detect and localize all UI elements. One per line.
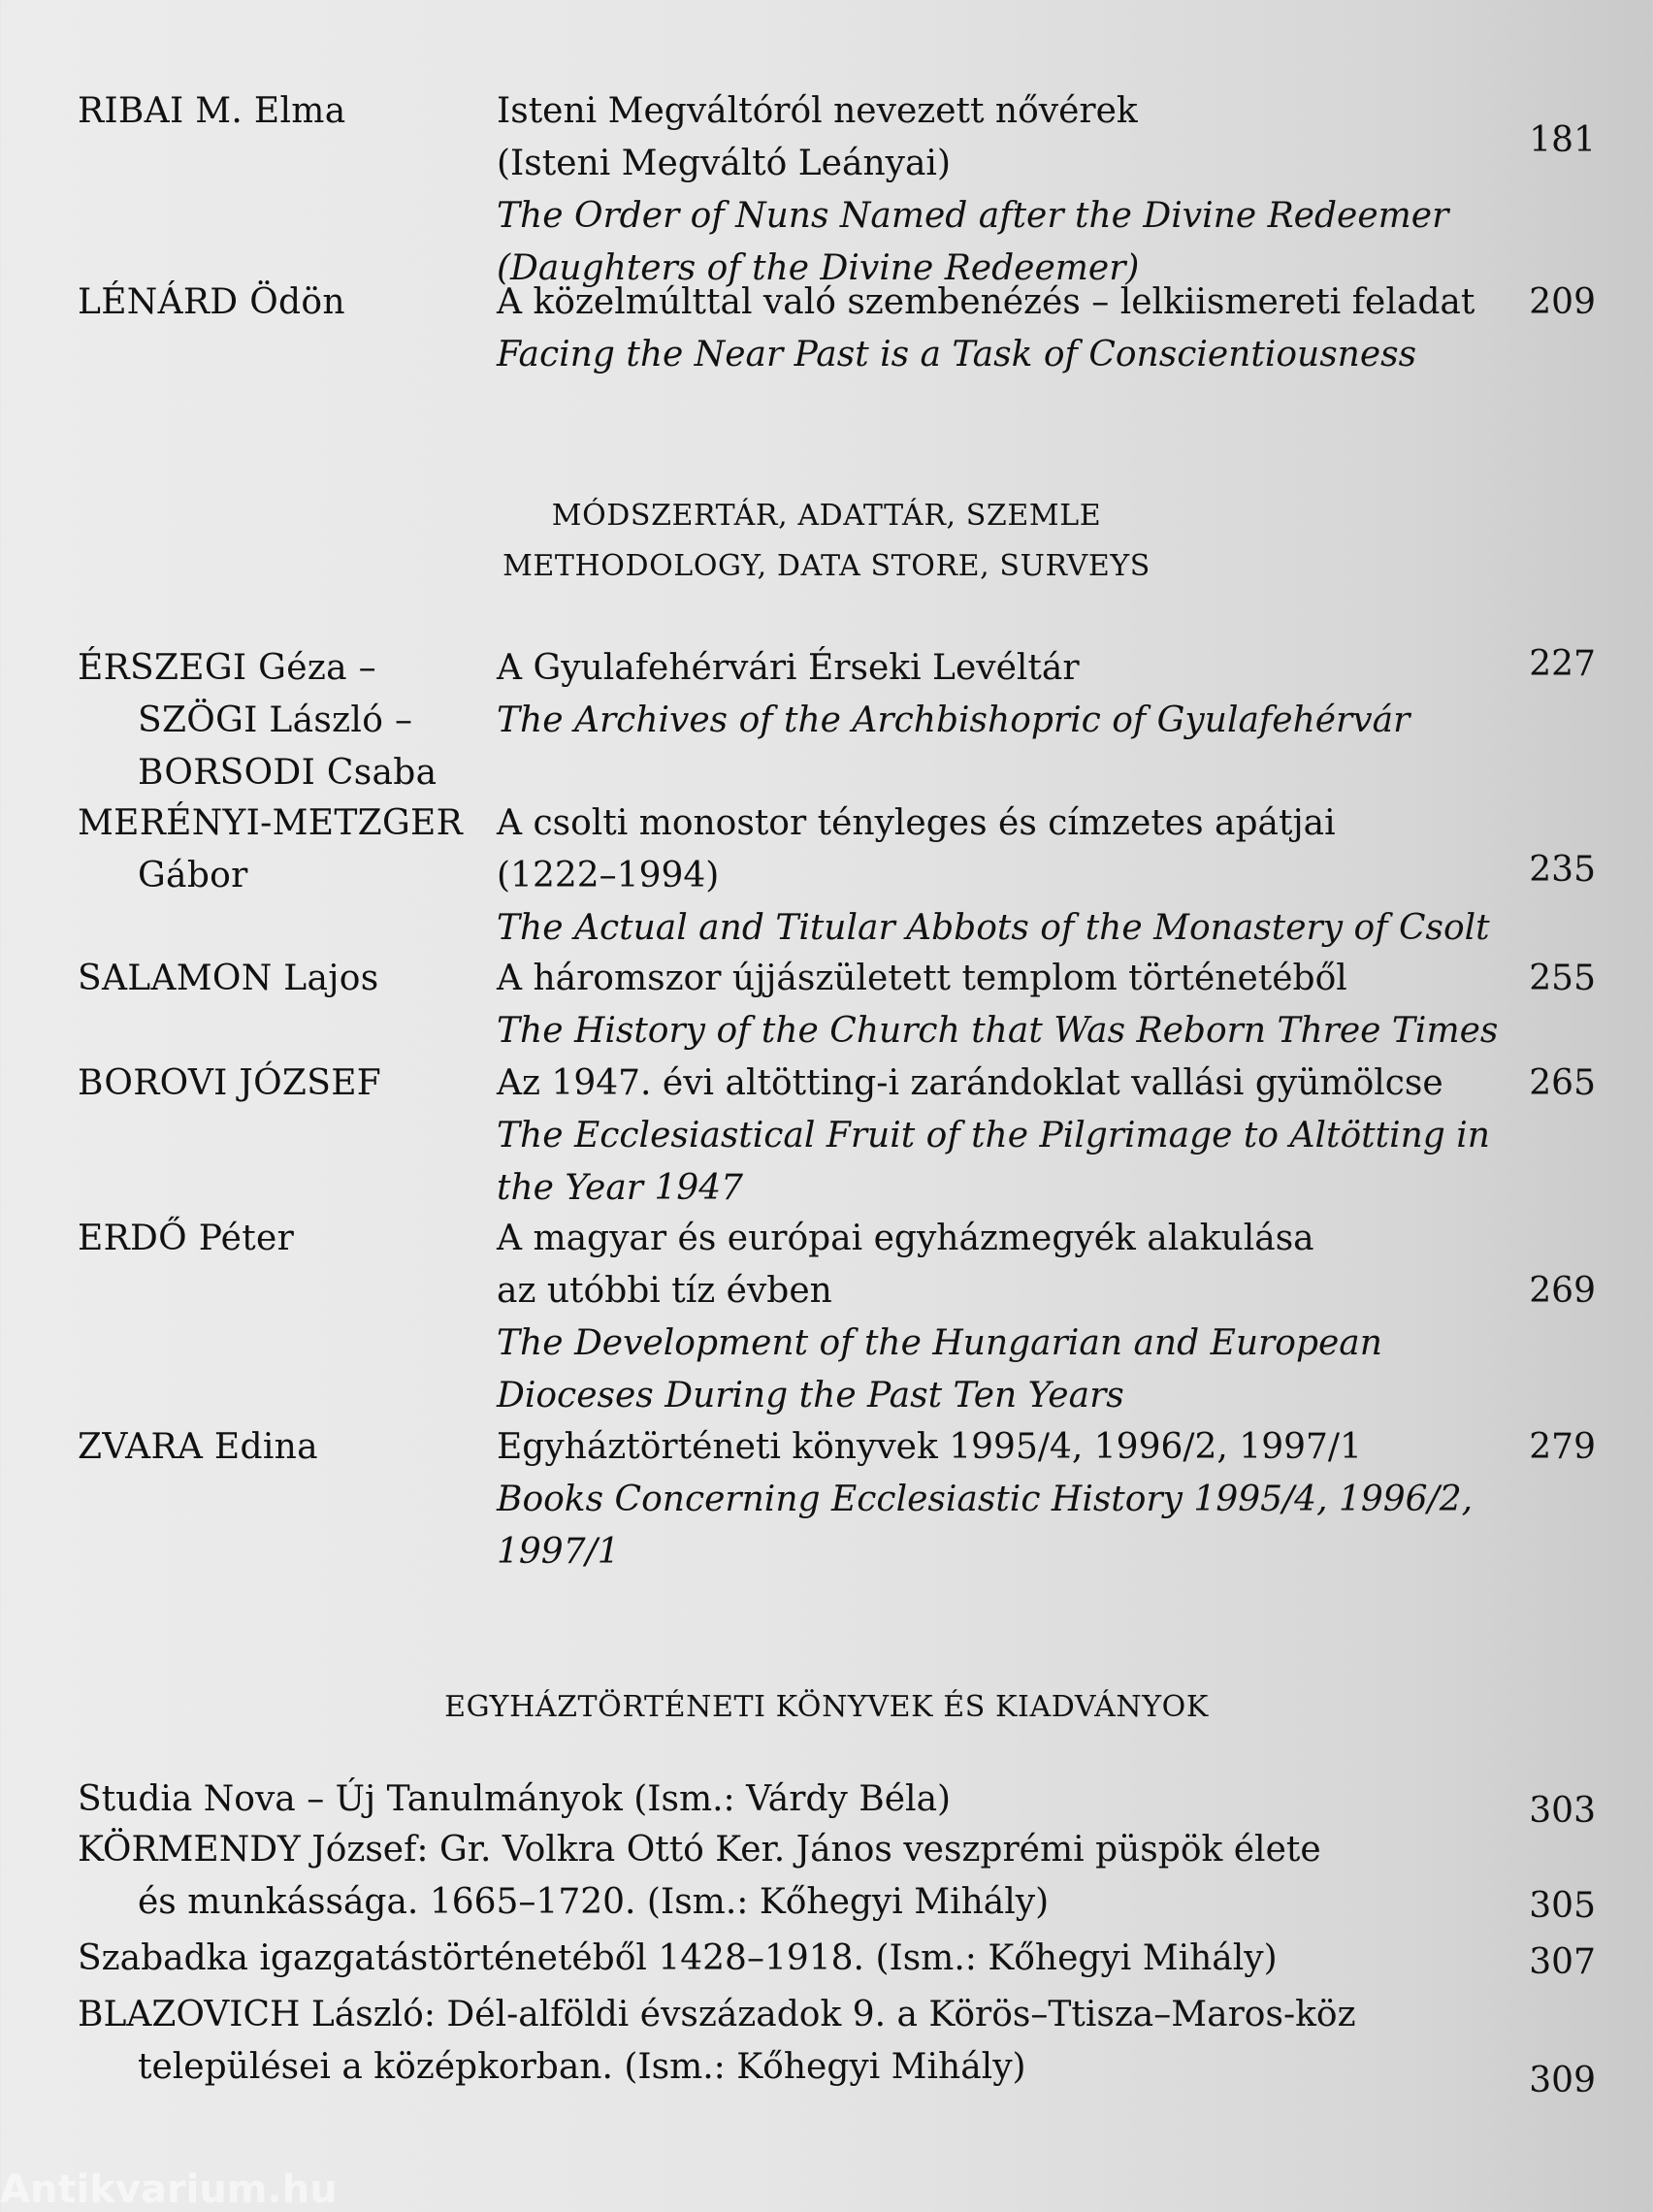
page-number: 309 bbox=[1529, 2061, 1596, 2100]
title-en: The Order of Nuns Named after the Divine Redeemer bbox=[497, 196, 1449, 236]
title-en: 1997/1 bbox=[497, 1532, 620, 1572]
entry-titles bbox=[497, 276, 1525, 381]
title-en: Books Concerning Ecclesiastic History 1995/4, 1996/2, bbox=[497, 1480, 1474, 1519]
entry-titles bbox=[497, 797, 1525, 955]
book-text bbox=[78, 1773, 1436, 1826]
page-number: 255 bbox=[1529, 959, 1596, 998]
page-number: 305 bbox=[1529, 1886, 1596, 1926]
title-en: Facing the Near Past is a Task of Conscientiousness bbox=[497, 335, 1417, 374]
section-heading-hu: MÓDSZERTÁR, ADATTÁR, SZEMLE bbox=[551, 499, 1102, 533]
author-line: MERÉNYI-METZGER bbox=[78, 803, 463, 843]
entry-author bbox=[78, 642, 437, 799]
entry-titles bbox=[497, 1421, 1525, 1578]
title-hu: A közelmúlttal való szembenézés – lelkiismereti feladat bbox=[497, 282, 1475, 322]
author-line: ÉRSZEGI Géza – bbox=[78, 648, 376, 688]
title-hu: A csolti monostor tényleges és címzetes apátjai bbox=[497, 803, 1336, 843]
entry-author bbox=[78, 1057, 381, 1110]
entry-titles bbox=[497, 642, 1525, 747]
book-line: és munkássága. 1665–1720. (Ism.: Kőhegyi Mihály) bbox=[138, 1882, 1050, 1922]
page-number: 269 bbox=[1529, 1271, 1596, 1311]
page-number: 209 bbox=[1529, 282, 1596, 322]
title-hu: A Gyulafehérvári Érseki Levéltár bbox=[497, 648, 1080, 688]
title-hu: Az 1947. évi altötting-i zarándoklat vallási gyümölcse bbox=[497, 1063, 1443, 1103]
book-line: KÖRMENDY József: Gr. Volkra Ottó Ker. János veszprémi püspök élete bbox=[78, 1830, 1321, 1870]
entry-titles bbox=[497, 85, 1525, 295]
book-line: BLAZOVICH László: Dél-alföldi évszázadok 9. a Körös–Ttisza–Maros-köz bbox=[78, 1995, 1356, 2034]
author-line: BORSODI Csaba bbox=[138, 753, 438, 793]
title-hu: A háromszor újjászületett templom történetéből bbox=[497, 959, 1347, 998]
title-en: (Daughters of the Divine Redeemer) bbox=[497, 248, 1140, 288]
title-en: The Archives of the Archbishopric of Gyulafehérvár bbox=[497, 700, 1410, 740]
watermark-text: Antikvarium.hu bbox=[0, 2167, 338, 2212]
title-hu: (Isteni Megváltó Leányai) bbox=[497, 144, 951, 183]
page-number: 227 bbox=[1529, 644, 1596, 684]
book-line: Szabadka igazgatástörténetéből 1428–1918. (Ism.: Kőhegyi Mihály) bbox=[78, 1938, 1278, 1978]
entry-titles bbox=[497, 953, 1525, 1057]
author-line: LÉNÁRD Ödön bbox=[78, 282, 345, 322]
title-hu: Egyháztörténeti könyvek 1995/4, 1996/2, 1997/1 bbox=[497, 1427, 1362, 1467]
title-en: The Ecclesiastical Fruit of the Pilgrimage to Altötting in bbox=[497, 1116, 1490, 1155]
entry-author bbox=[78, 797, 463, 902]
entry-author bbox=[78, 85, 345, 138]
author-line: SZÖGI László – bbox=[138, 700, 413, 740]
book-text bbox=[78, 1824, 1436, 1929]
title-hu: A magyar és európai egyházmegyék alakulása bbox=[497, 1219, 1314, 1258]
page-number: 265 bbox=[1529, 1063, 1596, 1103]
entry-author bbox=[78, 276, 345, 329]
entry-author bbox=[78, 953, 378, 1005]
page-number: 307 bbox=[1529, 1942, 1596, 1982]
author-line: Gábor bbox=[138, 856, 248, 895]
book-line: Studia Nova – Új Tanulmányok (Ism.: Várdy Béla) bbox=[78, 1779, 952, 1819]
entry-titles bbox=[497, 1213, 1525, 1422]
author-line: RIBAI M. Elma bbox=[78, 91, 346, 131]
title-en: The Development of the Hungarian and European bbox=[497, 1323, 1382, 1363]
title-en: the Year 1947 bbox=[497, 1168, 744, 1208]
section-heading-en: METHODOLOGY, DATA STORE, SURVEYS bbox=[502, 549, 1151, 583]
page-number: 279 bbox=[1529, 1427, 1596, 1467]
title-hu: Isteni Megváltóról nevezett nővérek bbox=[497, 91, 1138, 131]
page-number: 303 bbox=[1529, 1791, 1596, 1831]
book-line: települései a középkorban. (Ism.: Kőhegyi Mihály) bbox=[138, 2047, 1026, 2087]
author-line: ERDŐ Péter bbox=[78, 1219, 295, 1258]
title-hu: az utóbbi tíz évben bbox=[497, 1271, 832, 1311]
author-line: SALAMON Lajos bbox=[78, 959, 379, 998]
author-line: ZVARA Edina bbox=[78, 1427, 318, 1467]
entry-author bbox=[78, 1421, 318, 1474]
section-heading-books: EGYHÁZTÖRTÉNETI KÖNYVEK ÉS KIADVÁNYOK bbox=[444, 1690, 1209, 1724]
title-en: The History of the Church that Was Reborn Three Times bbox=[497, 1011, 1499, 1051]
page-number: 235 bbox=[1529, 850, 1596, 890]
entry-author bbox=[78, 1213, 294, 1265]
title-en: The Actual and Titular Abbots of the Monastery of Csolt bbox=[497, 908, 1490, 948]
entry-titles bbox=[497, 1057, 1525, 1215]
book-text bbox=[78, 1989, 1436, 2094]
title-en: Dioceses During the Past Ten Years bbox=[497, 1376, 1124, 1415]
author-line: BOROVI JÓZSEF bbox=[78, 1063, 382, 1103]
page-number: 181 bbox=[1529, 120, 1596, 160]
book-text bbox=[78, 1933, 1436, 1985]
title-hu: (1222–1994) bbox=[497, 856, 720, 895]
